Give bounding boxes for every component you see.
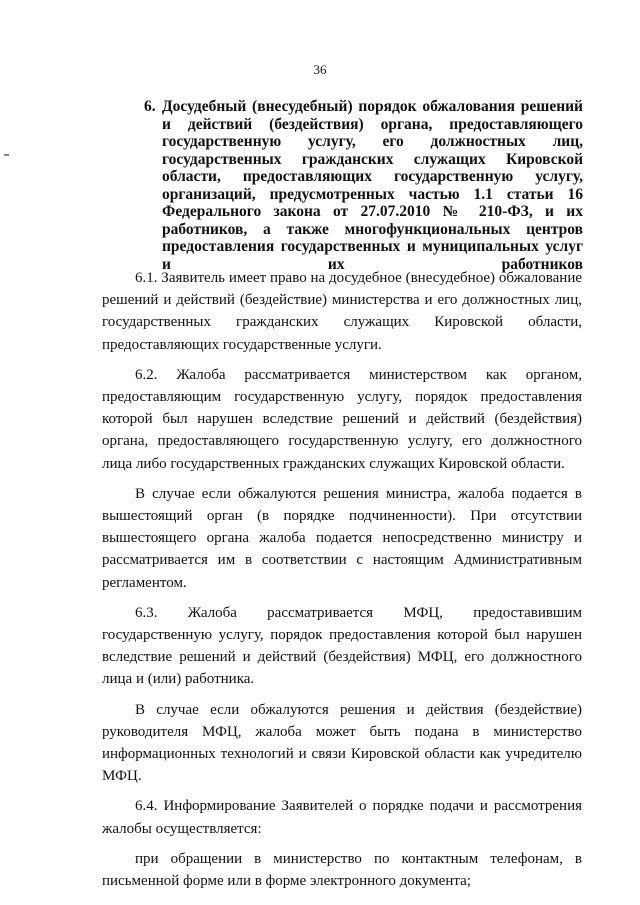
paragraph-6-3-head: В случае если обжалуются решения и действия (бездействие) руководителя МФЦ, жалоба может быть подана в министерство информационных технологий и связи Кировской области как учредителю МФЦ. <box>102 701 582 785</box>
section-title: Досудебный (внесудебный) порядок обжалования решений и действий (бездействия) органа, предоставляющего государственную услугу, его должностных лиц, государственных гражданских служащих Кировской области, предоставляющих государственную услугу, организаций, предусмотренных частью 1.1 статьи 16 Федерального закона от 27.07.2010 № 210-ФЗ, и их работников, а также многофункциональных центров предоставления государственных и муниципальных услуг и их работников <box>162 98 583 273</box>
section-number: 6. <box>144 98 156 115</box>
paragraph-6-2: 6.2. Жалоба рассматривается министерством как органом, предоставляющим государственную услугу, порядок предоставления которой был нарушен вследствие решений и действий (бездействия) органа, предоставляющего государственную услугу, его должностного лица либо государственных гражданских служащих Кировской области. <box>102 366 582 472</box>
paragraph-6-2-minister: В случае если обжалуются решения министра, жалоба подается в вышестоящий орган (в порядке подчиненности). При отсутствии вышестоящего органа жалоба подается непосредственно министру и рассматривается им в соответствии с настоящим Административным регламентом. <box>102 485 582 591</box>
paragraph-6-4-phone: при обращении в министерство по контактным телефонам, в письменной форме или в форме электронного документа; <box>102 850 582 890</box>
document-body <box>102 267 582 900</box>
page-number: 36 <box>313 62 327 77</box>
paragraph-6-3: 6.3. Жалоба рассматривается МФЦ, предоставившим государственную услугу, порядок предоставления которой был нарушен вследствие решений и действий (бездействия) МФЦ, его должностного лица и (или) работника. <box>102 604 582 688</box>
paragraph-6-4: 6.4. Информирование Заявителей о порядке подачи и рассмотрения жалобы осуществляется: <box>102 798 582 837</box>
margin-mark <box>4 154 9 156</box>
section-heading <box>144 98 583 273</box>
paragraph-6-1: 6.1. Заявитель имеет право на досудебное (внесудебное) обжалование решений и действий (бездействие) министерства и его должностных лиц, государственных гражданских служащих Кировской области, предоставляющих государственные услуги. <box>102 270 582 353</box>
